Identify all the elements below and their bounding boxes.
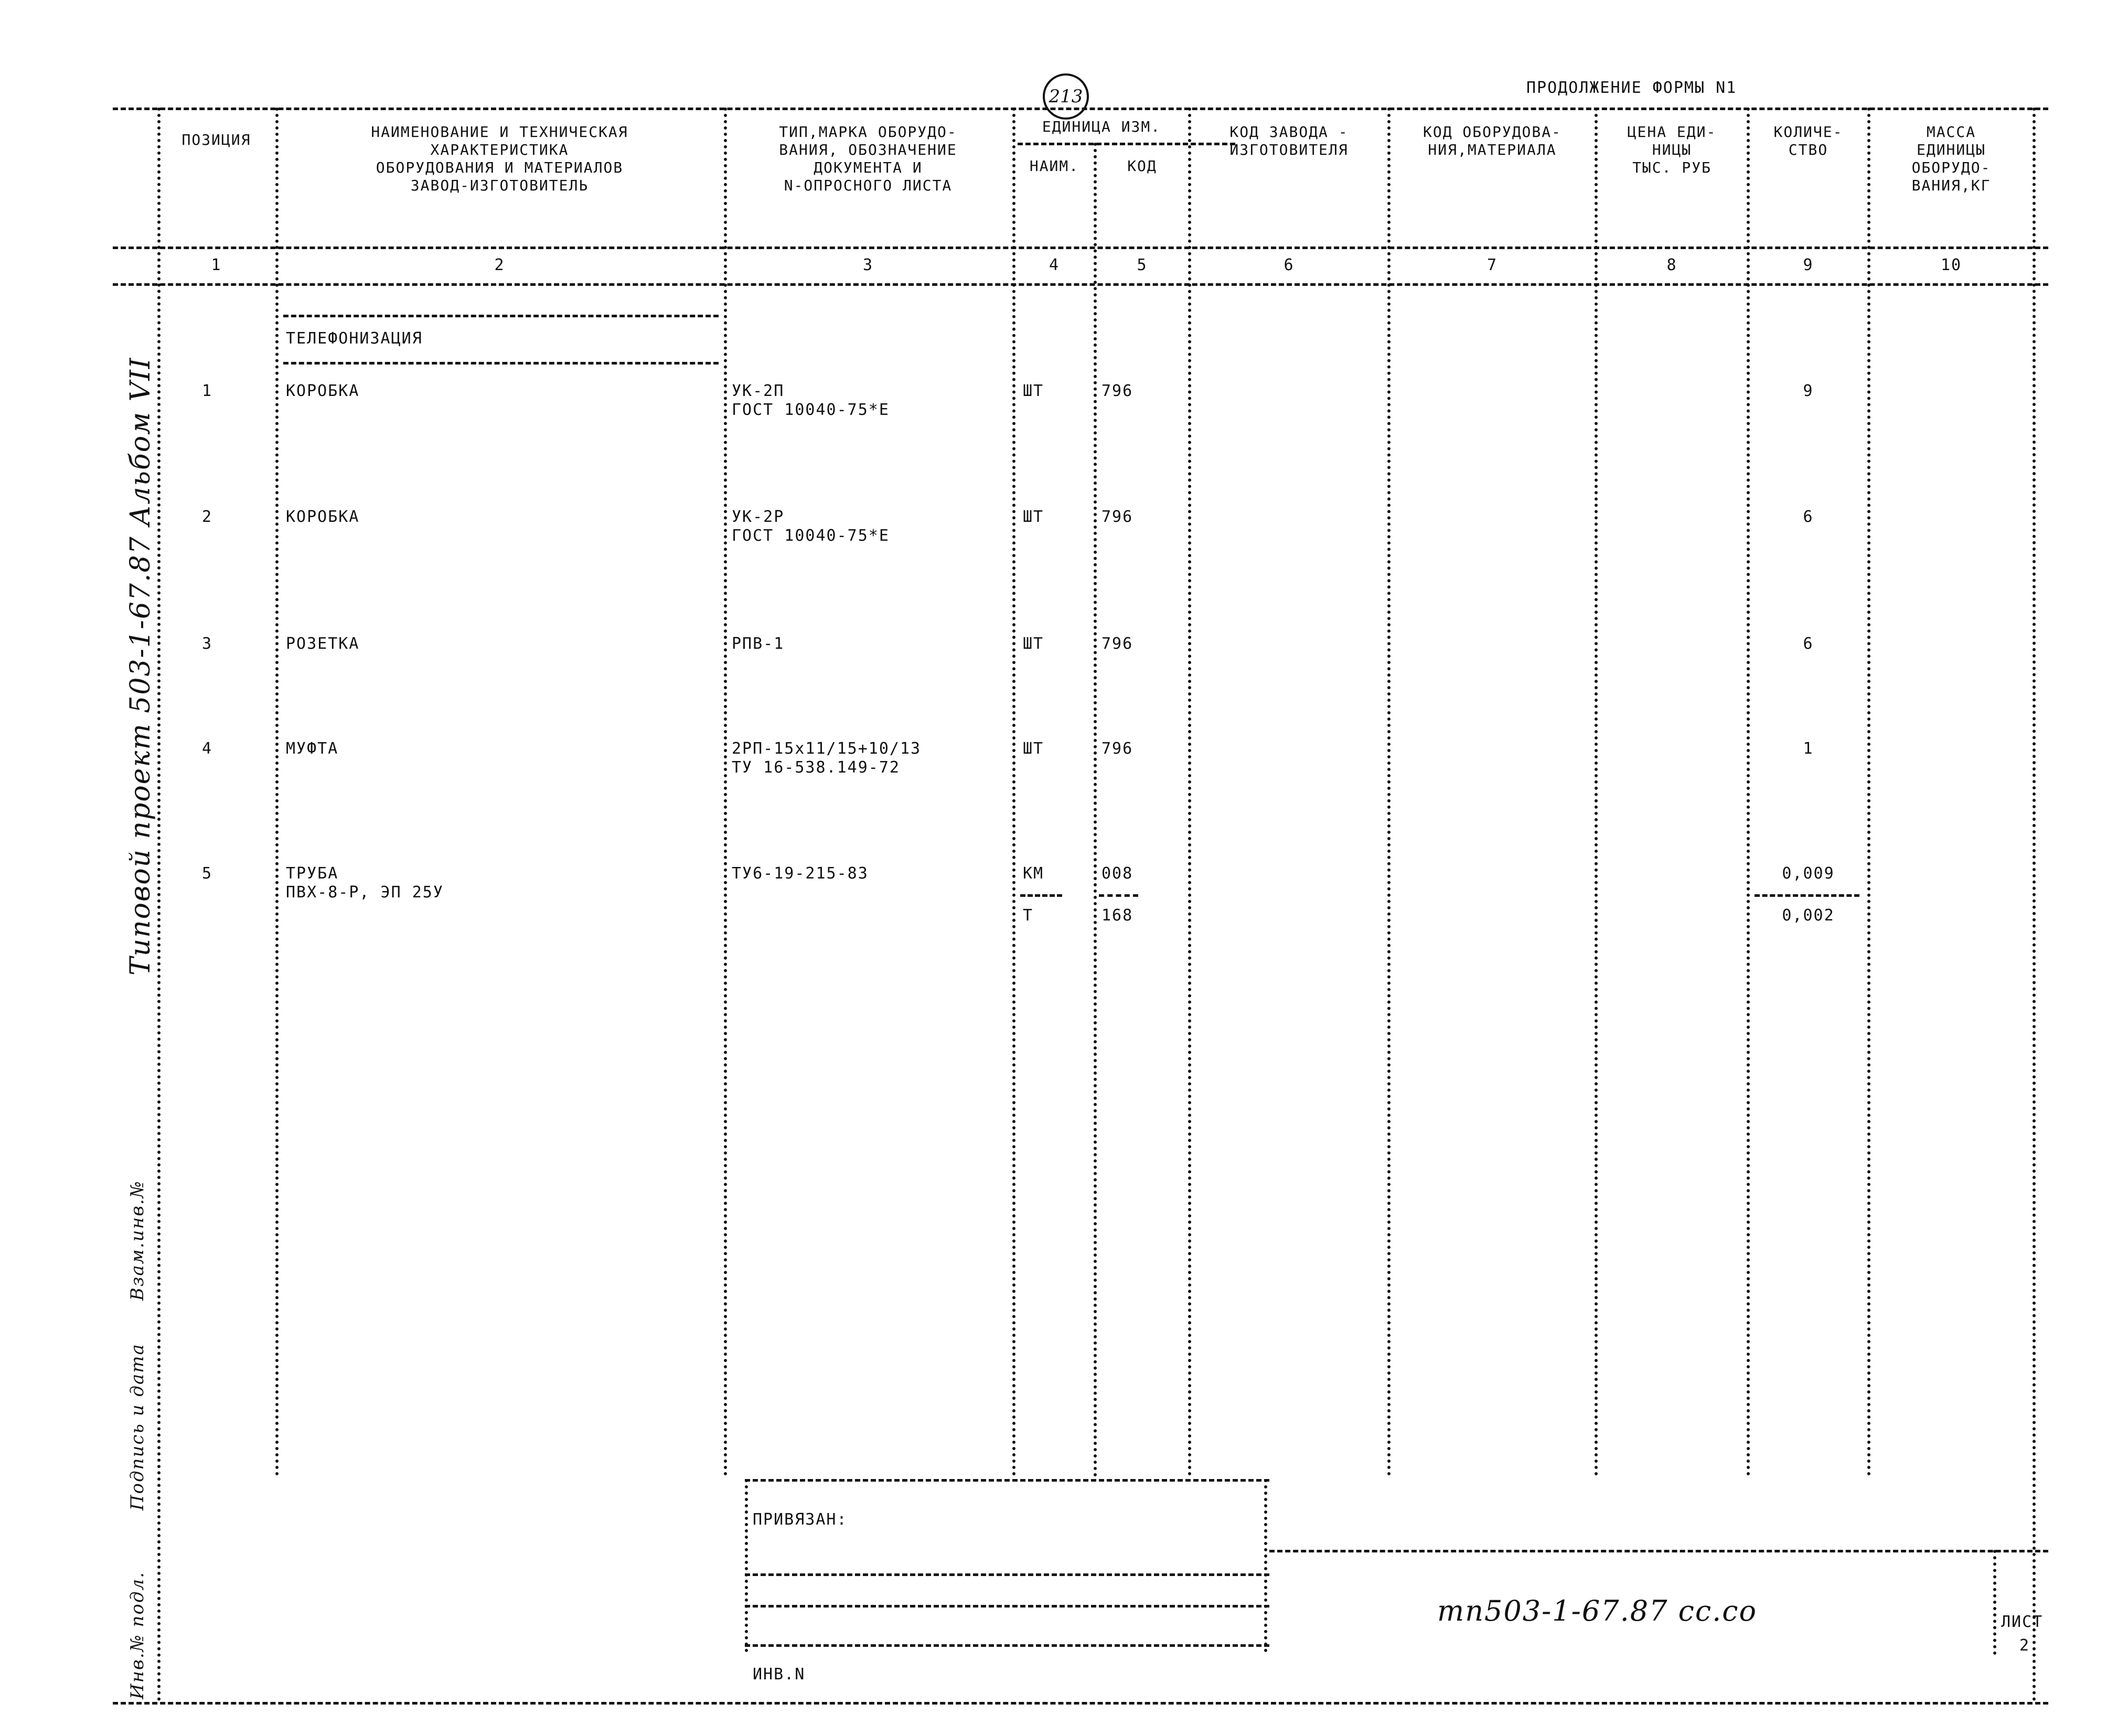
row-code: 796 — [1101, 635, 1133, 653]
stamp-inv-number: ИНВ.N — [753, 1665, 806, 1684]
row-qty: 0,009 — [1782, 864, 1835, 883]
row-position: 3 — [202, 635, 213, 653]
vrule-stamp-left — [745, 1479, 748, 1652]
project-title-vertical: Типовой проект 503-1-67.87 Альбом VII — [125, 357, 156, 976]
row-code: 796 — [1101, 382, 1133, 400]
vrule-sheet — [1993, 1550, 1996, 1655]
header-col10: МАССА ЕДИНИЦЫ ОБОРУДО- ВАНИЯ,КГ — [1911, 123, 1991, 194]
side-field-vzam-inv: Взам.инв.№ — [127, 1180, 148, 1301]
row-qty: 9 — [1803, 382, 1814, 400]
row-qty: 6 — [1803, 635, 1814, 653]
header-col2: НАИМЕНОВАНИЕ И ТЕХНИЧЕСКАЯ ХАРАКТЕРИСТИКА ОБОРУДОВАНИЯ И МАТЕРИАЛОВ ЗАВОД-ИЗГОТОВИТЕЛЬ — [371, 123, 628, 194]
row-unit: ШТ — [1023, 508, 1044, 526]
colnum-10: 10 — [1940, 256, 1962, 274]
colnum-2: 2 — [494, 256, 505, 274]
vrule-col6 — [1387, 108, 1391, 1476]
rule-row5-code — [1099, 894, 1138, 897]
sheet-number: 2 — [2019, 1636, 2030, 1655]
header-col4: НАИМ. — [1029, 157, 1079, 175]
header-col3: ТИП,МАРКА ОБОРУДО- ВАНИЯ, ОБОЗНАЧЕНИЕ ДОКУМЕНТА И N-ОПРОСНОГО ЛИСТА — [779, 123, 957, 194]
rule-header-bottom — [113, 247, 2048, 249]
rule-stamp-2 — [745, 1605, 1269, 1608]
row-position: 4 — [202, 740, 213, 758]
row-position: 2 — [202, 508, 213, 526]
page-number-stamp — [1043, 73, 1089, 120]
row-unit-secondary: Т — [1023, 906, 1034, 925]
vrule-col5 — [1188, 108, 1191, 1476]
vrule-col9 — [1867, 108, 1870, 1476]
vrule-col3 — [1012, 108, 1015, 1476]
rule-section-bottom — [283, 362, 719, 365]
row-type: ТУ6-19-215-83 — [732, 864, 869, 883]
row-unit: ШТ — [1023, 382, 1044, 400]
colnum-7: 7 — [1486, 256, 1498, 274]
header-col6: КОД ЗАВОДА - ИЗГОТОВИТЕЛЯ — [1229, 123, 1349, 158]
header-col7: КОД ОБОРУДОВА- НИЯ,МАТЕРИАЛА — [1423, 123, 1561, 158]
document-id: тп503-1-67.87 сс.со — [1437, 1594, 1758, 1627]
vrule-col8 — [1747, 108, 1750, 1476]
row-type: УК-2Р ГОСТ 10040-75*Е — [732, 508, 890, 545]
rule-top — [113, 108, 2048, 110]
side-field-inv-podl: Инв.№ подл. — [127, 1571, 148, 1699]
row-qty: 1 — [1803, 740, 1814, 758]
rule-titleblock-top — [1269, 1550, 2048, 1552]
rule-row5-unit — [1020, 894, 1062, 897]
row-type: РПВ-1 — [732, 635, 785, 653]
rule-row5-qty — [1755, 894, 1859, 897]
vrule-col1 — [275, 108, 279, 1476]
row-name: КОРОБКА — [286, 508, 360, 526]
header-unit-group: ЕДИНИЦА ИЗМ. — [1042, 118, 1161, 135]
row-unit: ШТ — [1023, 635, 1044, 653]
row-code-secondary: 168 — [1101, 906, 1133, 925]
vrule-col2 — [724, 108, 727, 1476]
rule-stamp-top — [745, 1479, 1269, 1482]
row-unit: ШТ — [1023, 740, 1044, 758]
row-type: 2РП-15х11/15+10/13 ТУ 16-538.149-72 — [732, 740, 922, 777]
rule-stamp-1 — [745, 1573, 1269, 1576]
stamp-privyazan: ПРИВЯЗАН: — [753, 1510, 848, 1529]
colnum-8: 8 — [1666, 256, 1677, 274]
row-position: 5 — [202, 864, 213, 883]
row-name: ТРУБА ПВХ-8-Р, ЭП 25У — [286, 864, 444, 902]
vrule-col4 — [1094, 143, 1097, 1477]
colnum-9: 9 — [1803, 256, 1814, 274]
row-type: УК-2П ГОСТ 10040-75*Е — [732, 382, 890, 419]
row-code: 796 — [1101, 740, 1133, 758]
section-title: ТЕЛЕФОНИЗАЦИЯ — [286, 329, 423, 348]
rule-numbers-bottom — [113, 283, 2048, 286]
sheet-label: ЛИСТ — [2001, 1613, 2044, 1631]
vrule-stamp-right — [1264, 1479, 1267, 1652]
row-qty: 6 — [1803, 508, 1814, 526]
side-field-podpis-data: Подпись и дата — [127, 1343, 148, 1510]
page-number-text: 213 — [1049, 86, 1083, 107]
header-continuation: ПРОДОЛЖЕНИЕ ФОРМЫ N1 — [1526, 79, 1737, 97]
row-qty-secondary: 0,002 — [1782, 906, 1835, 925]
row-code: 008 — [1101, 864, 1133, 883]
row-name: РОЗЕТКА — [286, 635, 360, 653]
header-col9: КОЛИЧЕ- СТВО — [1773, 123, 1843, 158]
vrule-col7 — [1595, 108, 1598, 1476]
colnum-5: 5 — [1137, 256, 1148, 274]
row-name: МУФТА — [286, 740, 339, 758]
rule-stamp-3 — [745, 1644, 1269, 1647]
header-col1: ПОЗИЦИЯ — [181, 131, 251, 148]
header-col8: ЦЕНА ЕДИ- НИЦЫ ТЫС. РУБ — [1627, 123, 1717, 176]
colnum-4: 4 — [1049, 256, 1060, 274]
row-position: 1 — [202, 382, 213, 400]
rule-section-top — [283, 315, 719, 317]
colnum-3: 3 — [862, 256, 874, 274]
rule-bottom — [113, 1702, 2048, 1705]
header-col5: КОД — [1127, 157, 1157, 175]
row-unit: КМ — [1023, 864, 1044, 883]
row-name: КОРОБКА — [286, 382, 360, 400]
colnum-1: 1 — [211, 256, 222, 274]
vrule-right — [2033, 108, 2036, 1702]
row-code: 796 — [1101, 508, 1133, 526]
colnum-6: 6 — [1284, 256, 1295, 274]
vrule-left — [157, 108, 161, 1702]
